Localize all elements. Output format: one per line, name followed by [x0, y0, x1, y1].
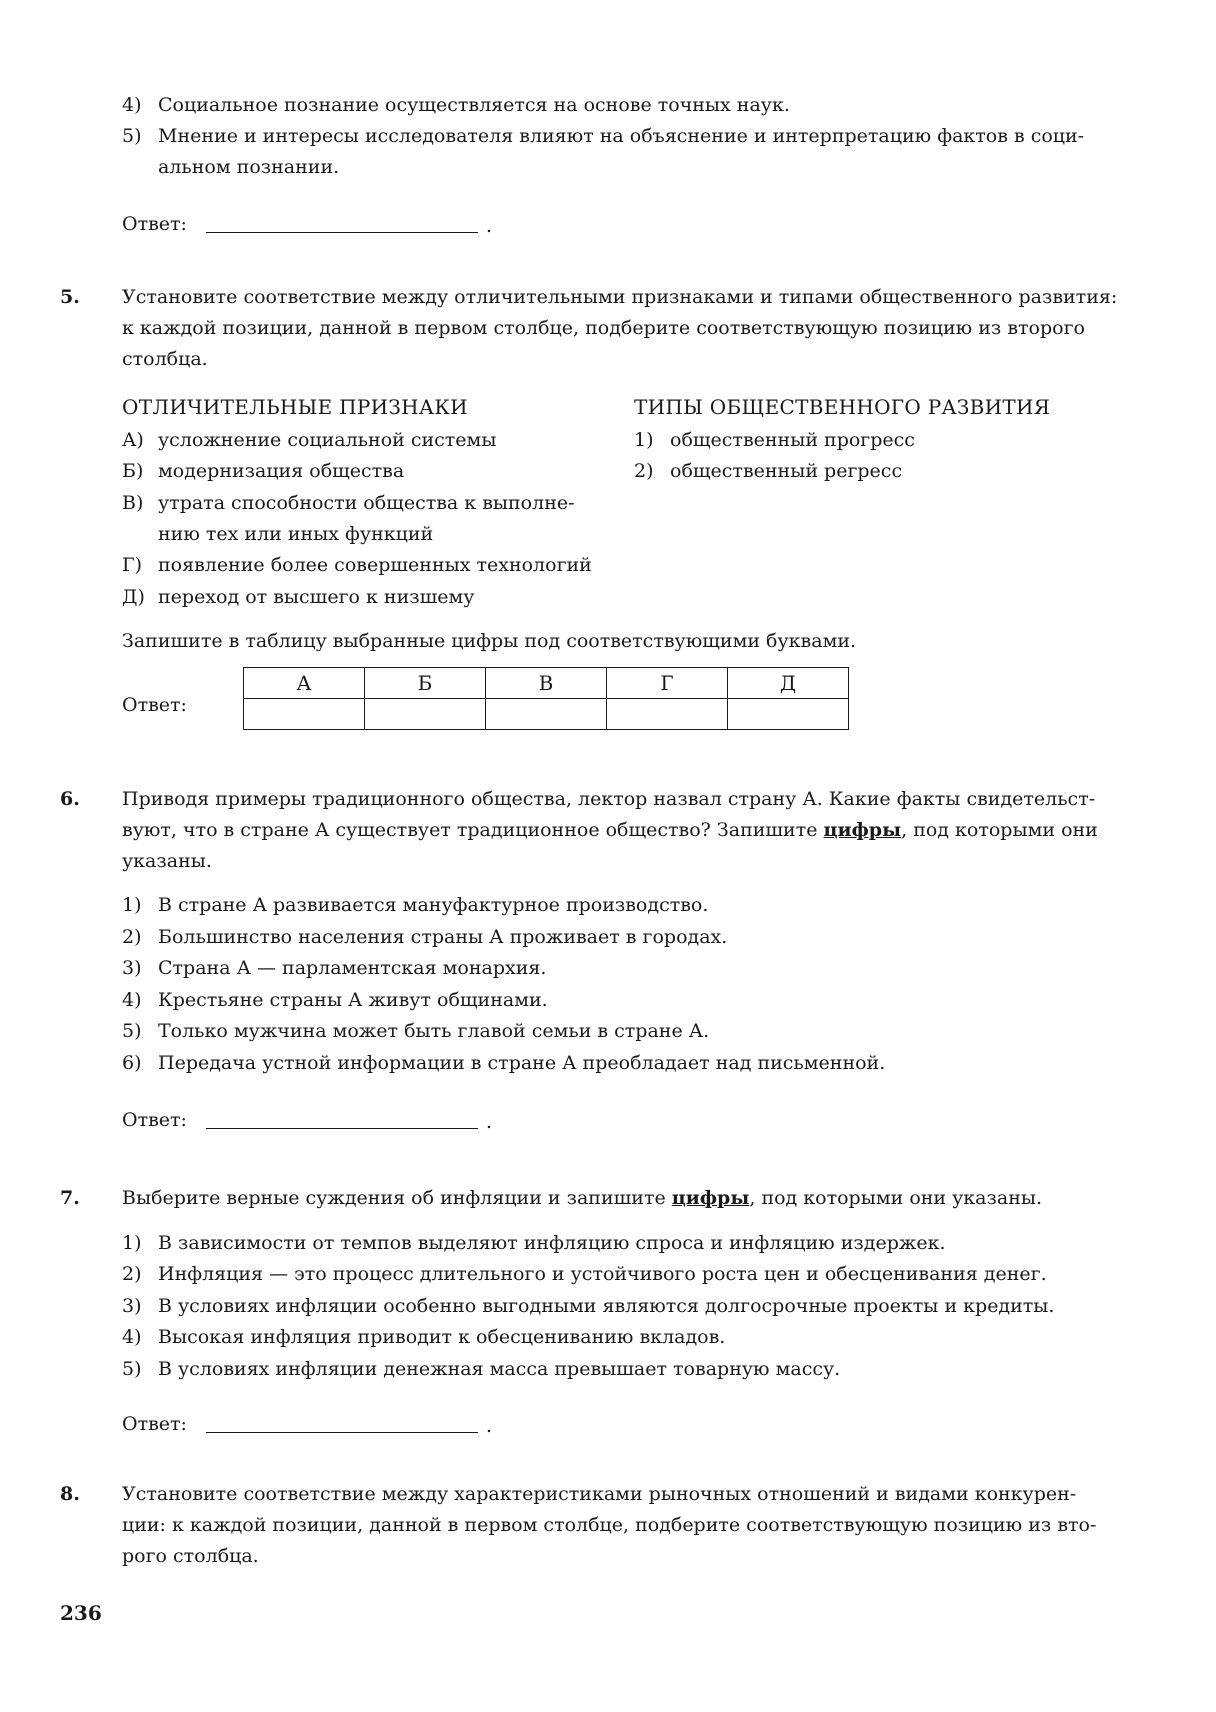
- answer-table-header-g: Г: [607, 668, 728, 699]
- task6-answer-field[interactable]: [206, 1128, 478, 1129]
- task5-instruction: Запишите в таблицу выбранные цифры под соответствующими буквами.: [122, 630, 857, 652]
- task8-number: 8.: [60, 1483, 80, 1505]
- task5-text-line-2: к каждой позиции, данной в первом столбце, подберите соответствующую позицию из второго: [122, 317, 1085, 339]
- answer-cell-b[interactable]: [365, 699, 486, 730]
- answer-table-input-row: [244, 699, 849, 730]
- task7-text-line-1: Выберите верные суждения об инфляции и запишите цифры, под которыми они указаны.: [122, 1187, 1043, 1209]
- task6-option-3: 3) Страна А — парламентская монархия.: [122, 957, 547, 979]
- task6-option-6: 6) Передача устной информации в стране А преобладает над письменной.: [122, 1052, 886, 1074]
- task7-option-4: 4) Высокая инфляция приводит к обесцениванию вкладов.: [122, 1326, 726, 1348]
- task5-left-item-v-continuation: нию тех или иных функций: [158, 523, 434, 545]
- task6-option-5: 5) Только мужчина может быть главой семьи в стране А.: [122, 1020, 710, 1042]
- prev-answer-label: Ответ:: [122, 213, 187, 235]
- prev-option-5-continuation: альном познании.: [158, 156, 340, 178]
- emphasis-digits: цифры: [823, 819, 902, 841]
- task5-answer-label: Ответ:: [122, 694, 187, 716]
- prev-option-5: 5) Мнение и интересы исследователя влияют на объяснение и интерпретацию фактов в соци-: [122, 125, 1085, 147]
- task6-option-1: 1) В стране А развивается мануфактурное производство.: [122, 894, 709, 916]
- answer-table-header-d: Д: [728, 668, 849, 699]
- task6-text-line-1: Приводя примеры традиционного общества, лектор назвал страну А. Какие факты свидетельст-: [122, 788, 1096, 810]
- task5-number: 5.: [60, 286, 80, 308]
- task5-left-item-d: Д) переход от высшего к низшему: [122, 586, 475, 608]
- task8-text-line-1: Установите соответствие между характеристиками рыночных отношений и видами конкурен-: [122, 1483, 1077, 1505]
- task7-option-5: 5) В условиях инфляции денежная масса превышает товарную массу.: [122, 1358, 841, 1380]
- answer-cell-d[interactable]: [728, 699, 849, 730]
- answer-table-header-v: В: [486, 668, 607, 699]
- task5-left-item-g: Г) появление более совершенных технологий: [122, 554, 592, 576]
- task7-answer-field[interactable]: [206, 1432, 478, 1433]
- task5-left-item-v: В) утрата способности общества к выполне-: [122, 492, 575, 514]
- task6-option-2: 2) Большинство населения страны А проживает в городах.: [122, 926, 728, 948]
- task5-left-header: ОТЛИЧИТЕЛЬНЫЕ ПРИЗНАКИ: [122, 395, 468, 419]
- task8-text-line-3: рого столбца.: [122, 1545, 259, 1567]
- task5-left-item-a: А) усложнение социальной системы: [122, 429, 497, 451]
- task7-option-1: 1) В зависимости от темпов выделяют инфляцию спроса и инфляцию издержек.: [122, 1232, 946, 1254]
- page-number: 236: [60, 1601, 102, 1625]
- prev-option-4: 4) Социальное познание осуществляется на основе точных наук.: [122, 94, 790, 116]
- answer-table-header-b: Б: [365, 668, 486, 699]
- task7-option-2: 2) Инфляция — это процесс длительного и устойчивого роста цен и обесценивания денег.: [122, 1263, 1047, 1285]
- answer-cell-v[interactable]: [486, 699, 607, 730]
- task8-text-line-2: ции: к каждой позиции, данной в первом столбце, подберите соответствующую позицию из вто-: [122, 1514, 1097, 1536]
- task6-option-4: 4) Крестьяне страны А живут общинами.: [122, 989, 548, 1011]
- task6-answer-label: Ответ:: [122, 1109, 187, 1131]
- answer-cell-g[interactable]: [607, 699, 728, 730]
- emphasis-digits: цифры: [671, 1187, 750, 1209]
- answer-table-header-row: [244, 668, 849, 699]
- task6-text-line-3: указаны.: [122, 850, 212, 872]
- prev-answer-dot: .: [486, 215, 493, 237]
- task5-text-line-1: Установите соответствие между отличительными признаками и типами общественного развития:: [122, 286, 1118, 308]
- task5-right-header: ТИПЫ ОБЩЕСТВЕННОГО РАЗВИТИЯ: [634, 395, 1051, 419]
- task5-left-item-b: Б) модернизация общества: [122, 460, 405, 482]
- task6-number: 6.: [60, 788, 80, 810]
- task5-text-line-3: столбца.: [122, 348, 208, 370]
- task5-right-item-1: 1) общественный прогресс: [634, 429, 915, 451]
- task6-text-line-2: вуют, что в стране А существует традиционное общество? Запишите цифры, под которыми они: [122, 819, 1098, 841]
- answer-cell-a[interactable]: [244, 699, 365, 730]
- task7-number: 7.: [60, 1187, 80, 1209]
- task7-option-3: 3) В условиях инфляции особенно выгодными являются долгосрочные проекты и кредиты.: [122, 1295, 1055, 1317]
- task5-right-item-2: 2) общественный регресс: [634, 460, 903, 482]
- prev-answer-field[interactable]: [206, 232, 478, 233]
- task7-answer-dot: .: [486, 1415, 493, 1437]
- task7-answer-label: Ответ:: [122, 1413, 187, 1435]
- task5-answer-table: [243, 667, 849, 730]
- answer-table-header-a: А: [244, 668, 365, 699]
- task6-answer-dot: .: [486, 1111, 493, 1133]
